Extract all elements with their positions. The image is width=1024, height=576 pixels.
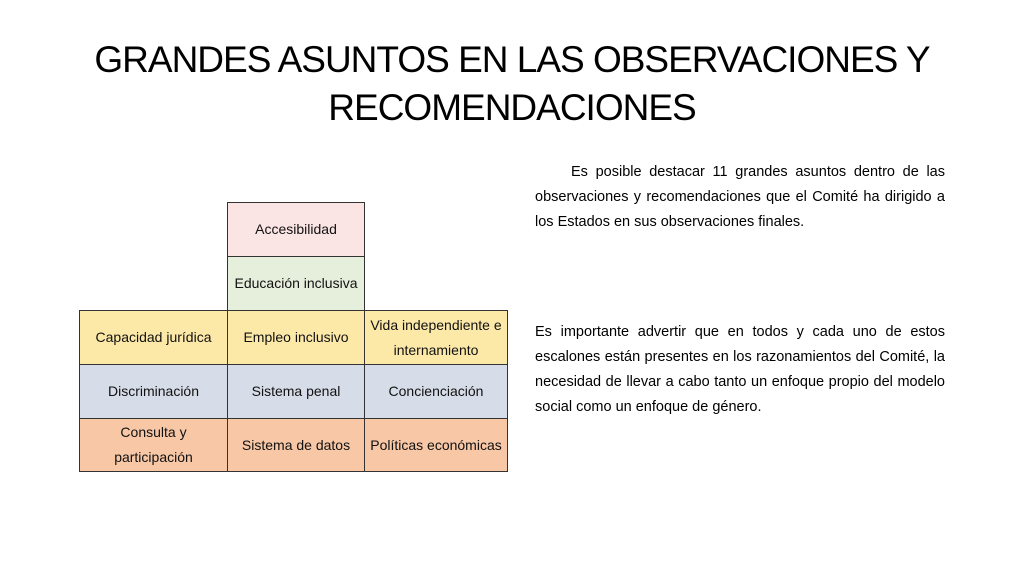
paragraph-intro: Es posible destacar 11 grandes asuntos dentro de las observaciones y recomendaciones que el Comité ha dirigido a los Estados en sus observaciones finales. [535,164,945,230]
cell-empleo-inclusivo: Empleo inclusivo [227,310,365,365]
cell-concienciacion: Concienciación [364,364,508,419]
cell-vida-independiente: Vida independiente e internamiento [364,310,508,365]
cell-capacidad-juridica: Capacidad jurídica [79,310,228,365]
cell-politicas-economicas: Políticas económicas [364,418,508,472]
cell-discriminacion: Discriminación [79,364,228,419]
topics-staircase-grid [79,202,508,472]
cell-consulta-participacion: Consulta y participación [79,418,228,472]
cell-accesibilidad: Accesibilidad [227,202,365,257]
cell-educacion-inclusiva: Educación inclusiva [227,256,365,311]
paragraph-note: Es importante advertir que en todos y cada uno de estos escalones están presentes en los razonamientos del Comité, la necesidad de llevar a cabo tanto un enfoque propio del modelo social como un enfoque de género. [535,324,945,415]
cell-sistema-penal: Sistema penal [227,364,365,419]
cell-sistema-datos: Sistema de datos [227,418,365,472]
slide-title: GRANDES ASUNTOS EN LAS OBSERVACIONES Y RECOMENDACIONES [94,39,930,128]
